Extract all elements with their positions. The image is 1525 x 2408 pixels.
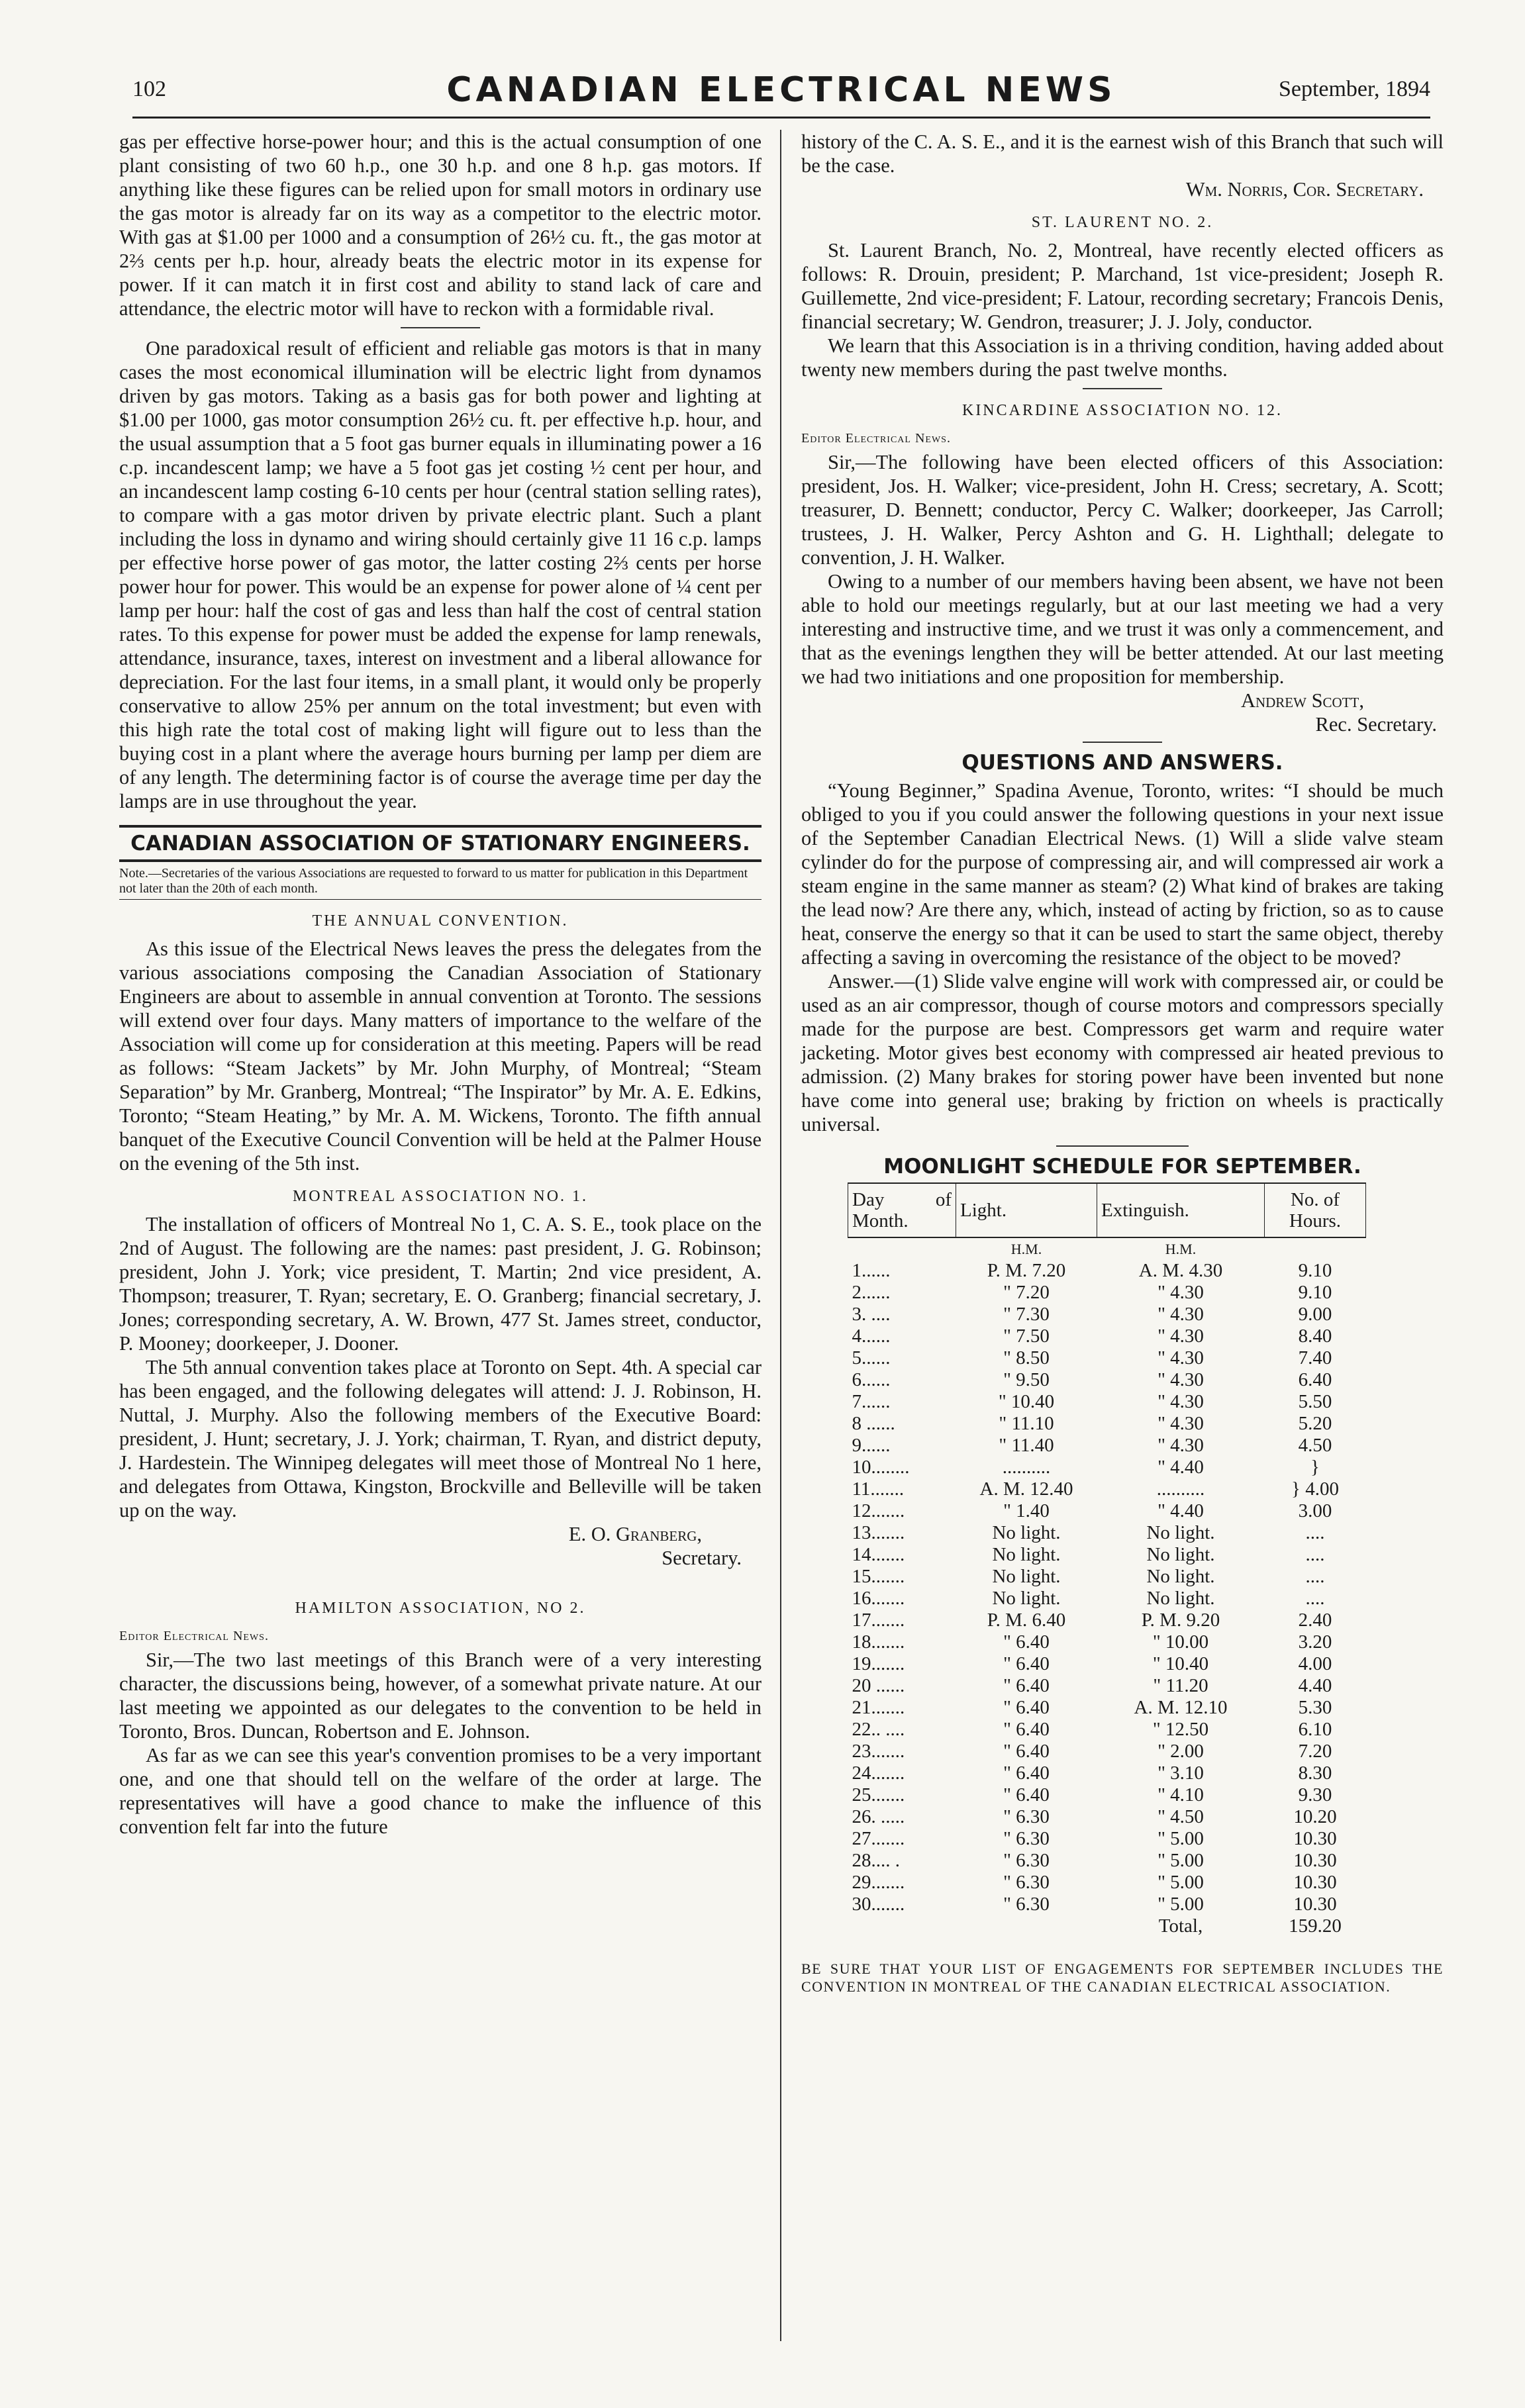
extinguish-cell: " 4.30 <box>1157 1347 1204 1369</box>
moonlight-row <box>848 1566 1366 1588</box>
moonlight-row <box>848 1610 1366 1631</box>
moonlight-row <box>848 1631 1366 1653</box>
day-cell: 26. ..... <box>852 1806 905 1827</box>
hours-cell: 3.00 <box>1298 1500 1332 1521</box>
footnote: BE SURE THAT YOUR LIST OF ENGAGEMENTS FOR SEPTEMBER INCLUDES THE CONVENTION IN MONTREAL OF THE CANADIAN ELECTRICAL ASSOCIATION. <box>801 1960 1444 1995</box>
hours-cell: 6.40 <box>1298 1369 1332 1390</box>
hours-cell: } <box>1310 1457 1320 1478</box>
light-cell: " 8.50 <box>1003 1347 1050 1369</box>
total-label: Total, <box>1158 1915 1203 1937</box>
moonlight-row <box>848 1872 1366 1894</box>
extinguish-cell: " 10.40 <box>1152 1653 1209 1674</box>
gas-lighting-paragraph: One paradoxical result of efficient and reliable gas motors is that in many cases the most economical illumination will be electric light from dynamos driven by gas motors. Taking as a basis gas for both power and lighting at $1.00 per 1000, gas motor consumption 26½ cu. ft. per effective h.p. hour, and the usual assumption that a 5 foot gas burner equals in illuminating power a 16 c.p. incandescent lamp; we have a 5 foot gas jet costing ½ cent per hour, and an incandescent lamp costing 6-10 cents per hour (central station selling rates), to compare with a gas motor driven by private electric plant. Such a plant including the loss in dynamo and wiring should certainly give 11 16 c.p. lamps per effective horse power of gas motor, the latter costing 2⅔ cents per horse power hour for power. This would be an expense for power alone of ¼ cent per lamp per hour: half the cost of gas and less than half the cost of central station rates. To this expense for power must be added the expense for lamp renewals, attendance, insurance, taxes, interest on investment and a liberal allowance for depreciation. For the last four items, in a small plant, it would only be properly conservative to allow 25% per annum on the total investment; but even with this high rate the total cost of making light will figure out to less than the buying cost in a plant where the average hours burning per lamp per diem are of any length. The determining factor is of course the average time per day the lamps are in use throughout the year. <box>119 337 762 812</box>
extinguish-cell: .......... <box>1156 1478 1205 1500</box>
extinguish-cell: " 4.30 <box>1157 1304 1204 1325</box>
moonlight-row <box>848 1675 1366 1697</box>
extinguish-cell: " 4.30 <box>1157 1391 1204 1412</box>
unit-cell: H.M. <box>1165 1241 1197 1257</box>
moonlight-row <box>848 1719 1366 1741</box>
light-cell: " 7.50 <box>1003 1325 1050 1347</box>
extinguish-cell: " 11.20 <box>1153 1675 1208 1696</box>
light-cell: P. M. 7.20 <box>987 1260 1066 1281</box>
light-cell: " 6.40 <box>1003 1675 1050 1696</box>
section-rule <box>119 859 762 862</box>
extinguish-cell: " 4.30 <box>1157 1413 1204 1434</box>
section-rule <box>119 825 762 828</box>
moonlight-title: MOONLIGHT SCHEDULE FOR SEPTEMBER. <box>883 1155 1361 1179</box>
moonlight-row <box>848 1369 1366 1391</box>
extinguish-cell: No light. <box>1146 1588 1215 1609</box>
day-cell: 13....... <box>852 1522 905 1543</box>
day-cell: 27....... <box>852 1828 905 1849</box>
hours-cell: 4.00 <box>1298 1653 1332 1674</box>
unit-cell <box>1265 1237 1366 1260</box>
moonlight-row <box>848 1697 1366 1719</box>
extinguish-cell: " 5.00 <box>1157 1828 1204 1849</box>
extinguish-cell: " 5.00 <box>1157 1872 1204 1893</box>
day-cell: 21....... <box>852 1697 905 1718</box>
header-rule <box>132 117 1430 119</box>
light-cell: " 6.40 <box>1003 1697 1050 1718</box>
hours-cell: 7.40 <box>1298 1347 1332 1369</box>
moonlight-row <box>848 1806 1366 1828</box>
right-column <box>801 130 1444 1996</box>
st-laurent-heading: ST. LAURENT NO. 2. <box>1031 214 1214 231</box>
kincardine-paragraph-2: Owing to a number of our members having been absent, we have not been able to hold our meetings regularly, but at our last meeting we had a very interesting and instructive time, and we trust it was only a commencement, and that as the evenings lengthen they will be better attended. At our last meeting we had two initiations and one proposition for membership. <box>801 570 1444 688</box>
moonlight-row <box>848 1435 1366 1457</box>
moonlight-row <box>848 1544 1366 1566</box>
light-cell: " 1.40 <box>1003 1500 1050 1521</box>
light-cell: " 6.30 <box>1003 1850 1050 1871</box>
extinguish-cell: " 4.30 <box>1157 1369 1204 1390</box>
light-cell: No light. <box>992 1566 1061 1587</box>
day-cell: 25....... <box>852 1784 905 1806</box>
masthead: CANADIAN ELECTRICAL NEWS <box>446 70 1116 110</box>
light-cell: " 9.50 <box>1003 1369 1050 1390</box>
header-hours: No. of Hours. <box>1265 1183 1366 1237</box>
day-cell: 4...... <box>852 1325 891 1347</box>
montreal-paragraph-2: The 5th annual convention takes place at Toronto on Sept. 4th. A special car has been engaged, and the following delegates will attend: J. J. Robinson, H. Nuttal, J. Murphy. Also the following members of the Executive Board: president, J. Hunt; secretary, J. J. York; chairman, T. Ryan, and district deputy, J. Hardestein. The Winnipeg delegates will meet those of Montreal No 1 here, and delegates from Ottawa, Kingston, Brockville and Belleville will be taken up on the way. <box>119 1356 762 1521</box>
hours-cell: 10.30 <box>1293 1828 1337 1849</box>
section-title: CANADIAN ASSOCIATION OF STATIONARY ENGINEERS. <box>130 832 750 855</box>
moonlight-row <box>848 1894 1366 1915</box>
day-cell: 14....... <box>852 1544 905 1565</box>
light-cell: " 6.40 <box>1003 1653 1050 1674</box>
column-divider <box>780 130 781 2341</box>
total-value: 159.20 <box>1289 1915 1342 1937</box>
moonlight-table <box>848 1182 1366 1937</box>
total-row <box>848 1915 1366 1937</box>
page-header <box>132 70 1430 117</box>
hours-cell: 5.50 <box>1298 1391 1332 1412</box>
day-cell: 15....... <box>852 1566 905 1587</box>
hamilton-heading: HAMILTON ASSOCIATION, NO 2. <box>295 1600 586 1617</box>
day-cell: 7...... <box>852 1391 891 1412</box>
moonlight-row <box>848 1457 1366 1478</box>
extinguish-cell: No light. <box>1146 1566 1215 1587</box>
light-cell: " 7.30 <box>1003 1304 1050 1325</box>
hours-cell: 9.30 <box>1298 1784 1332 1806</box>
day-cell: 20 ...... <box>852 1675 905 1696</box>
kincardine-paragraph-1: Sir,—The following have been elected officers of this Association: president, Jos. H. Walker; vice-president, John H. Cress; secretary, A. Scott; treasurer, D. Bennett; conductor, Percy C. Walker; doorkeeper, Jas Carroll; trustees, J. H. Walker, Percy Ashton and G. H. Lighthall; delegate to convention, J. H. Walker. <box>801 451 1444 569</box>
light-cell: A. M. 12.40 <box>979 1478 1073 1500</box>
hours-cell: .... <box>1305 1588 1325 1609</box>
hours-cell: 4.50 <box>1298 1435 1332 1456</box>
unit-cell: H.M. <box>1010 1241 1042 1257</box>
moonlight-row <box>848 1653 1366 1675</box>
issue-date: September, 1894 <box>1278 77 1430 101</box>
hours-cell: 8.30 <box>1298 1762 1332 1784</box>
units-row <box>848 1237 1366 1260</box>
montreal-heading: MONTREAL ASSOCIATION NO. 1. <box>292 1188 589 1205</box>
hours-cell: 9.00 <box>1298 1304 1332 1325</box>
day-cell: 29....... <box>852 1872 905 1893</box>
light-cell: " 6.40 <box>1003 1784 1050 1806</box>
moonlight-row <box>848 1784 1366 1806</box>
extinguish-cell: " 5.00 <box>1157 1850 1204 1871</box>
light-cell: " 6.30 <box>1003 1828 1050 1849</box>
day-cell: 11....... <box>852 1478 905 1500</box>
extinguish-cell: " 12.50 <box>1152 1719 1209 1740</box>
day-cell: 10........ <box>852 1457 910 1478</box>
divider <box>1083 388 1162 389</box>
day-cell: 23....... <box>852 1741 905 1762</box>
light-cell: " 6.40 <box>1003 1762 1050 1784</box>
hours-cell: 10.30 <box>1293 1850 1337 1871</box>
unit-cell <box>848 1237 956 1260</box>
montreal-signature: E. O. Granberg, <box>568 1523 702 1545</box>
light-cell: " 6.40 <box>1003 1631 1050 1653</box>
day-cell: 30....... <box>852 1894 905 1915</box>
moonlight-row <box>848 1588 1366 1610</box>
day-cell: 22.. .... <box>852 1719 905 1740</box>
convention-heading: THE ANNUAL CONVENTION. <box>312 912 569 930</box>
day-cell: 17....... <box>852 1610 905 1631</box>
extinguish-cell: " 5.00 <box>1157 1894 1204 1915</box>
day-cell: 8 ...... <box>852 1413 895 1434</box>
light-cell: " 6.30 <box>1003 1894 1050 1915</box>
moonlight-row <box>848 1741 1366 1762</box>
hours-cell: 7.20 <box>1298 1741 1332 1762</box>
day-cell: 19....... <box>852 1653 905 1674</box>
light-cell: No light. <box>992 1588 1061 1609</box>
hours-cell: } 4.00 <box>1291 1478 1339 1500</box>
moonlight-row <box>848 1762 1366 1784</box>
extinguish-cell: " 4.30 <box>1157 1325 1204 1347</box>
day-cell: 3. .... <box>852 1304 891 1325</box>
moonlight-header-row <box>848 1183 1366 1237</box>
light-cell: No light. <box>992 1544 1061 1565</box>
light-cell: " 6.40 <box>1003 1741 1050 1762</box>
light-cell: " 6.40 <box>1003 1719 1050 1740</box>
moonlight-row <box>848 1500 1366 1522</box>
light-cell: No light. <box>992 1522 1061 1543</box>
day-cell: 16....... <box>852 1588 905 1609</box>
montreal-paragraph-1: The installation of officers of Montreal No 1, C. A. S. E., took place on the 2nd of August. The following are the names: past president, J. G. Robinson; president, John J. York; vice president, T. Martin; 2nd vice president, A. Thompson; treasurer, T. Ryan; secretary, E. O. Granberg; financial secretary, J. Jones; corresponding secretary, A. W. Brown, 477 St. James street, conductor, P. Mooney; doorkeeper, J. Dooner. <box>119 1213 762 1355</box>
extinguish-cell: " 3.10 <box>1157 1762 1204 1784</box>
extinguish-cell: " 10.00 <box>1152 1631 1209 1653</box>
light-cell: " 11.40 <box>999 1435 1054 1456</box>
extinguish-cell: A. M. 12.10 <box>1134 1697 1228 1718</box>
extinguish-cell: " 2.00 <box>1157 1741 1204 1762</box>
moonlight-row <box>848 1478 1366 1500</box>
divider <box>401 327 480 328</box>
light-cell: " 11.10 <box>999 1413 1054 1434</box>
day-cell: 28.... . <box>852 1850 900 1871</box>
hours-cell: .... <box>1305 1566 1325 1587</box>
day-cell: 2...... <box>852 1282 891 1303</box>
editorial-note: Note.—Secretaries of the various Associations are requested to forward to us matter for publication in this Department not later than the 20th of each month. <box>119 866 748 896</box>
extinguish-cell: " 4.30 <box>1157 1435 1204 1456</box>
hours-cell: 3.20 <box>1298 1631 1332 1653</box>
day-cell: 5...... <box>852 1347 891 1369</box>
hours-cell: 9.10 <box>1298 1282 1332 1303</box>
light-cell: " 10.40 <box>998 1391 1055 1412</box>
hamilton-paragraph-2: As far as we can see this year's convention promises to be a very important one, and one that should tell on the welfare of the order at large. The representatives will have a good chance to make the influence of this convention felt far into the future <box>119 1744 762 1838</box>
hours-cell: 10.20 <box>1293 1806 1337 1827</box>
kincardine-editor-line: Editor Electrical News. <box>801 431 951 446</box>
extinguish-cell: " 4.50 <box>1157 1806 1204 1827</box>
hours-cell: .... <box>1305 1522 1325 1543</box>
extinguish-cell: No light. <box>1146 1544 1215 1565</box>
header-extinguish: Extinguish. <box>1097 1183 1265 1237</box>
left-column <box>119 130 762 1839</box>
moonlight-row <box>848 1413 1366 1435</box>
divider <box>1056 1145 1189 1147</box>
moonlight-row <box>848 1304 1366 1325</box>
qa-answer: Answer.—(1) Slide valve engine will work with compressed air, or could be used as an air compressor, though of course motors and compressors specially made for the purpose are best. Compressors get warm and require water jacketing. Motor gives best economy with compressed air heated previous to admission. (2) Many brakes for storing power have been invented but none have come into general use; braking by friction on wheels is practically universal. <box>801 970 1444 1135</box>
hours-cell: 5.20 <box>1298 1413 1332 1434</box>
hours-cell: .... <box>1305 1544 1325 1565</box>
moonlight-row <box>848 1282 1366 1304</box>
light-cell: .......... <box>1002 1457 1051 1478</box>
kincardine-signature: Andrew Scott, <box>1240 689 1364 712</box>
moonlight-row <box>848 1325 1366 1347</box>
page-number: 102 <box>132 77 166 101</box>
moonlight-row <box>848 1391 1366 1413</box>
hours-cell: 9.10 <box>1298 1260 1332 1281</box>
header-light: Light. <box>956 1183 1097 1237</box>
moonlight-row <box>848 1828 1366 1850</box>
light-cell: " 6.30 <box>1003 1806 1050 1827</box>
moonlight-row <box>848 1850 1366 1872</box>
hamilton-continuation: history of the C. A. S. E., and it is the earnest wish of this Branch that such will be the case. <box>801 130 1444 177</box>
hamilton-editor-line: Editor Electrical News. <box>119 1629 269 1643</box>
hours-cell: 10.30 <box>1293 1894 1337 1915</box>
hours-cell: 8.40 <box>1298 1325 1332 1347</box>
qa-question: “Young Beginner,” Spadina Avenue, Toronto, writes: “I should be much obliged to you if you could answer the following questions in your next issue of the September Canadian Electrical News. (1) Will a slide valve steam cylinder do for the purpose of compressing air, and will compressed air work a steam engine in the same manner as steam? (2) What kind of brakes are taking the lead now? Are there any, which, instead of acting by friction, so as to cause heat, conserve the energy so that it can be used to start the same object, thereby affecting a saving in overcoming the resistance of the object to be moved? <box>801 779 1444 969</box>
extinguish-cell: No light. <box>1146 1522 1215 1543</box>
hours-cell: 5.30 <box>1298 1697 1332 1718</box>
day-cell: 24....... <box>852 1762 905 1784</box>
hamilton-signature: Wm. Norris, Cor. Secretary. <box>1185 178 1424 201</box>
extinguish-cell: " 4.30 <box>1157 1282 1204 1303</box>
convention-paragraph: As this issue of the Electrical News leaves the press the delegates from the various associations composing the Canadian Association of Stationary Engineers are about to assemble in annual convention at Toronto. The sessions will extend over four days. Many matters of importance to the welfare of the Association will come up for consideration at this meeting. Papers will be read as follows: “Steam Jackets” by Mr. John Murphy, of Montreal; “Steam Separation” by Mr. Granberg, Montreal; “The Inspirator” by Mr. A. E. Edkins, Toronto; “Steam Heating,” by Mr. A. M. Wickens, Toronto. The fifth annual banquet of the Executive Council Convention will be held at the Palmer House on the evening of the 5th inst. <box>119 938 762 1175</box>
day-cell: 12....... <box>852 1500 905 1521</box>
day-cell: 6...... <box>852 1369 891 1390</box>
st-laurent-paragraph-2: We learn that this Association is in a thriving condition, having added about twenty new members during the past twelve months. <box>801 334 1444 381</box>
hours-cell: 4.40 <box>1298 1675 1332 1696</box>
moonlight-row <box>848 1347 1366 1369</box>
extinguish-cell: " 4.10 <box>1157 1784 1204 1806</box>
hours-cell: 2.40 <box>1298 1610 1332 1631</box>
day-cell: 9...... <box>852 1435 891 1456</box>
light-cell: " 7.20 <box>1003 1282 1050 1303</box>
montreal-signature-title: Secretary. <box>662 1547 742 1569</box>
moonlight-row <box>848 1522 1366 1544</box>
hours-cell: 10.30 <box>1293 1872 1337 1893</box>
kincardine-heading: KINCARDINE ASSOCIATION NO. 12. <box>961 402 1283 419</box>
light-cell: " 6.30 <box>1003 1872 1050 1893</box>
kincardine-signature-title: Rec. Secretary. <box>1315 713 1437 736</box>
extinguish-cell: " 4.40 <box>1157 1500 1204 1521</box>
moonlight-body <box>848 1237 1366 1915</box>
header-day: Day of Month. <box>848 1183 956 1237</box>
extinguish-cell: A. M. 4.30 <box>1138 1260 1223 1281</box>
gas-motor-paragraph: gas per effective horse-power hour; and this is the actual consumption of one plant consisting of two 60 h.p., one 30 h.p. and one 8 h.p. gas motors. If anything like these figures can be relied upon for small motors in ordinary use the gas motor is already far on its way as a competitor to the electric motor. With gas at $1.00 per 1000 and a consumption of 26½ cu. ft., the gas motor at 2⅔ cents per h.p. hour, already beats the electric motor in its expense for power. If it can match it in first cost and ability to stand lack of care and attendance, the electric motor will have to reckon with a formidable rival. <box>119 130 762 320</box>
extinguish-cell: " 4.40 <box>1157 1457 1204 1478</box>
divider <box>1083 742 1162 743</box>
hours-cell: 6.10 <box>1298 1719 1332 1740</box>
note-rule <box>119 899 762 900</box>
day-cell: 18....... <box>852 1631 905 1653</box>
light-cell: P. M. 6.40 <box>987 1610 1066 1631</box>
hamilton-paragraph-1: Sir,—The two last meetings of this Branch were of a very interesting character, the discussions being, however, of a somewhat private nature. At our last meeting we appointed as our delegates to the convention to be held in Toronto, Bros. Duncan, Robertson and E. Johnson. <box>119 1649 762 1743</box>
day-cell: 1...... <box>852 1260 891 1281</box>
qa-title: QUESTIONS AND ANSWERS. <box>961 751 1283 775</box>
extinguish-cell: P. M. 9.20 <box>1141 1610 1220 1631</box>
moonlight-row <box>848 1260 1366 1282</box>
st-laurent-paragraph-1: St. Laurent Branch, No. 2, Montreal, have recently elected officers as follows: R. Drouin, president; P. Marchand, 1st vice-president; Joseph R. Guillemette, 2nd vice-president; F. Latour, recording secretary; Francois Denis, financial secretary; W. Gendron, treasurer; J. J. Joly, conductor. <box>801 239 1444 333</box>
